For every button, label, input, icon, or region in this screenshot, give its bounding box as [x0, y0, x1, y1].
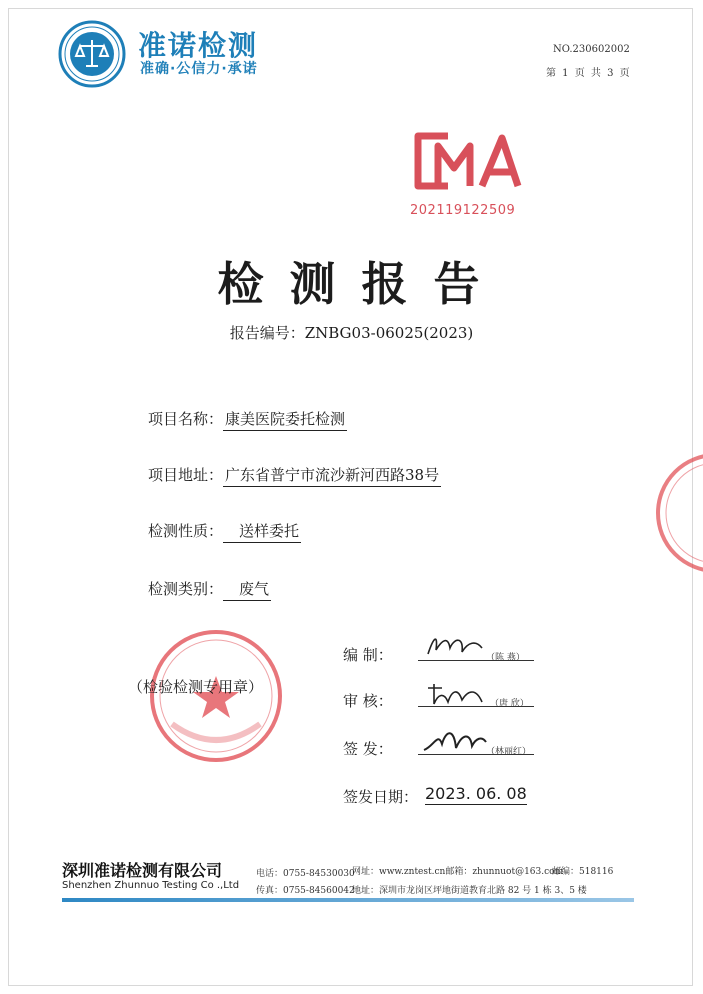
page-title: 检测报告: [217, 257, 506, 311]
footer-company-name: 深圳准诺检测有限公司: [62, 861, 223, 880]
issue-date-value: 2023. 06. 08: [425, 784, 527, 803]
prepared-name: （陈 燕）: [486, 653, 525, 663]
issued-signature-icon: [420, 724, 490, 756]
footer-postcode: 邮编：518116: [552, 867, 614, 877]
prepared-row: [343, 644, 393, 665]
page-border: [8, 8, 693, 986]
project-name-value: 康美医院委托检测: [223, 408, 347, 431]
project-name-row: [148, 408, 347, 431]
issue-date-label: 签发日期：: [343, 788, 419, 806]
test-category-label: 检测类别：: [148, 580, 224, 598]
issued-row: [343, 738, 393, 759]
test-category-value: 废气: [223, 578, 271, 601]
report-code: 报告编号：ZNBG03-06025(2023): [229, 324, 474, 342]
reviewed-name: （唐 欣）: [490, 699, 529, 709]
footer-phone: 电话：0755-84530030: [256, 869, 355, 879]
issued-label: 签 发：: [343, 740, 393, 758]
prepared-signature-icon: [424, 630, 486, 660]
brand-slogan: 准确·公信力·承诺: [140, 61, 258, 77]
test-nature-row: [148, 520, 301, 543]
reviewed-signature-icon: [422, 680, 488, 708]
footer-accent-bar: [62, 898, 634, 902]
company-logo-seal-icon: [58, 20, 126, 88]
seam-stamp-icon: [654, 452, 703, 574]
footer-company-name-en: Shenzhen Zhunnuo Testing Co .,Ltd: [62, 880, 240, 891]
prepared-label: 编 制：: [343, 646, 393, 664]
footer-address: 地址：深圳市龙岗区坪地街道教育北路 82 号 1 栋 3、5 楼: [352, 886, 587, 896]
test-nature-value: 送样委托: [223, 520, 301, 543]
page-indicator: 第 1 页 共 3 页: [546, 68, 630, 79]
footer-web-email: 网址：www.zntest.cn邮箱：zhunnuot@163.com: [352, 867, 564, 877]
brand-name: 准诺检测: [138, 29, 259, 62]
report-number: NO.230602002: [553, 44, 630, 55]
footer-fax: 传真：0755-84560042: [256, 886, 355, 896]
test-category-row: [148, 578, 271, 601]
project-address-row: [148, 464, 441, 487]
cma-certification-mark: [408, 128, 526, 194]
project-address-label: 项目地址：: [148, 466, 224, 484]
project-name-label: 项目名称：: [148, 410, 224, 428]
project-address-value: 广东省普宁市流沙新河西路38号: [223, 464, 441, 487]
reviewed-label: 审 核：: [343, 692, 393, 710]
test-nature-label: 检测性质：: [148, 522, 224, 540]
stamp-note: （检验检测专用章）: [128, 678, 264, 696]
cma-number: 202119122509: [410, 203, 516, 218]
reviewed-row: [343, 690, 393, 711]
issued-name: （林丽红）: [486, 747, 532, 757]
